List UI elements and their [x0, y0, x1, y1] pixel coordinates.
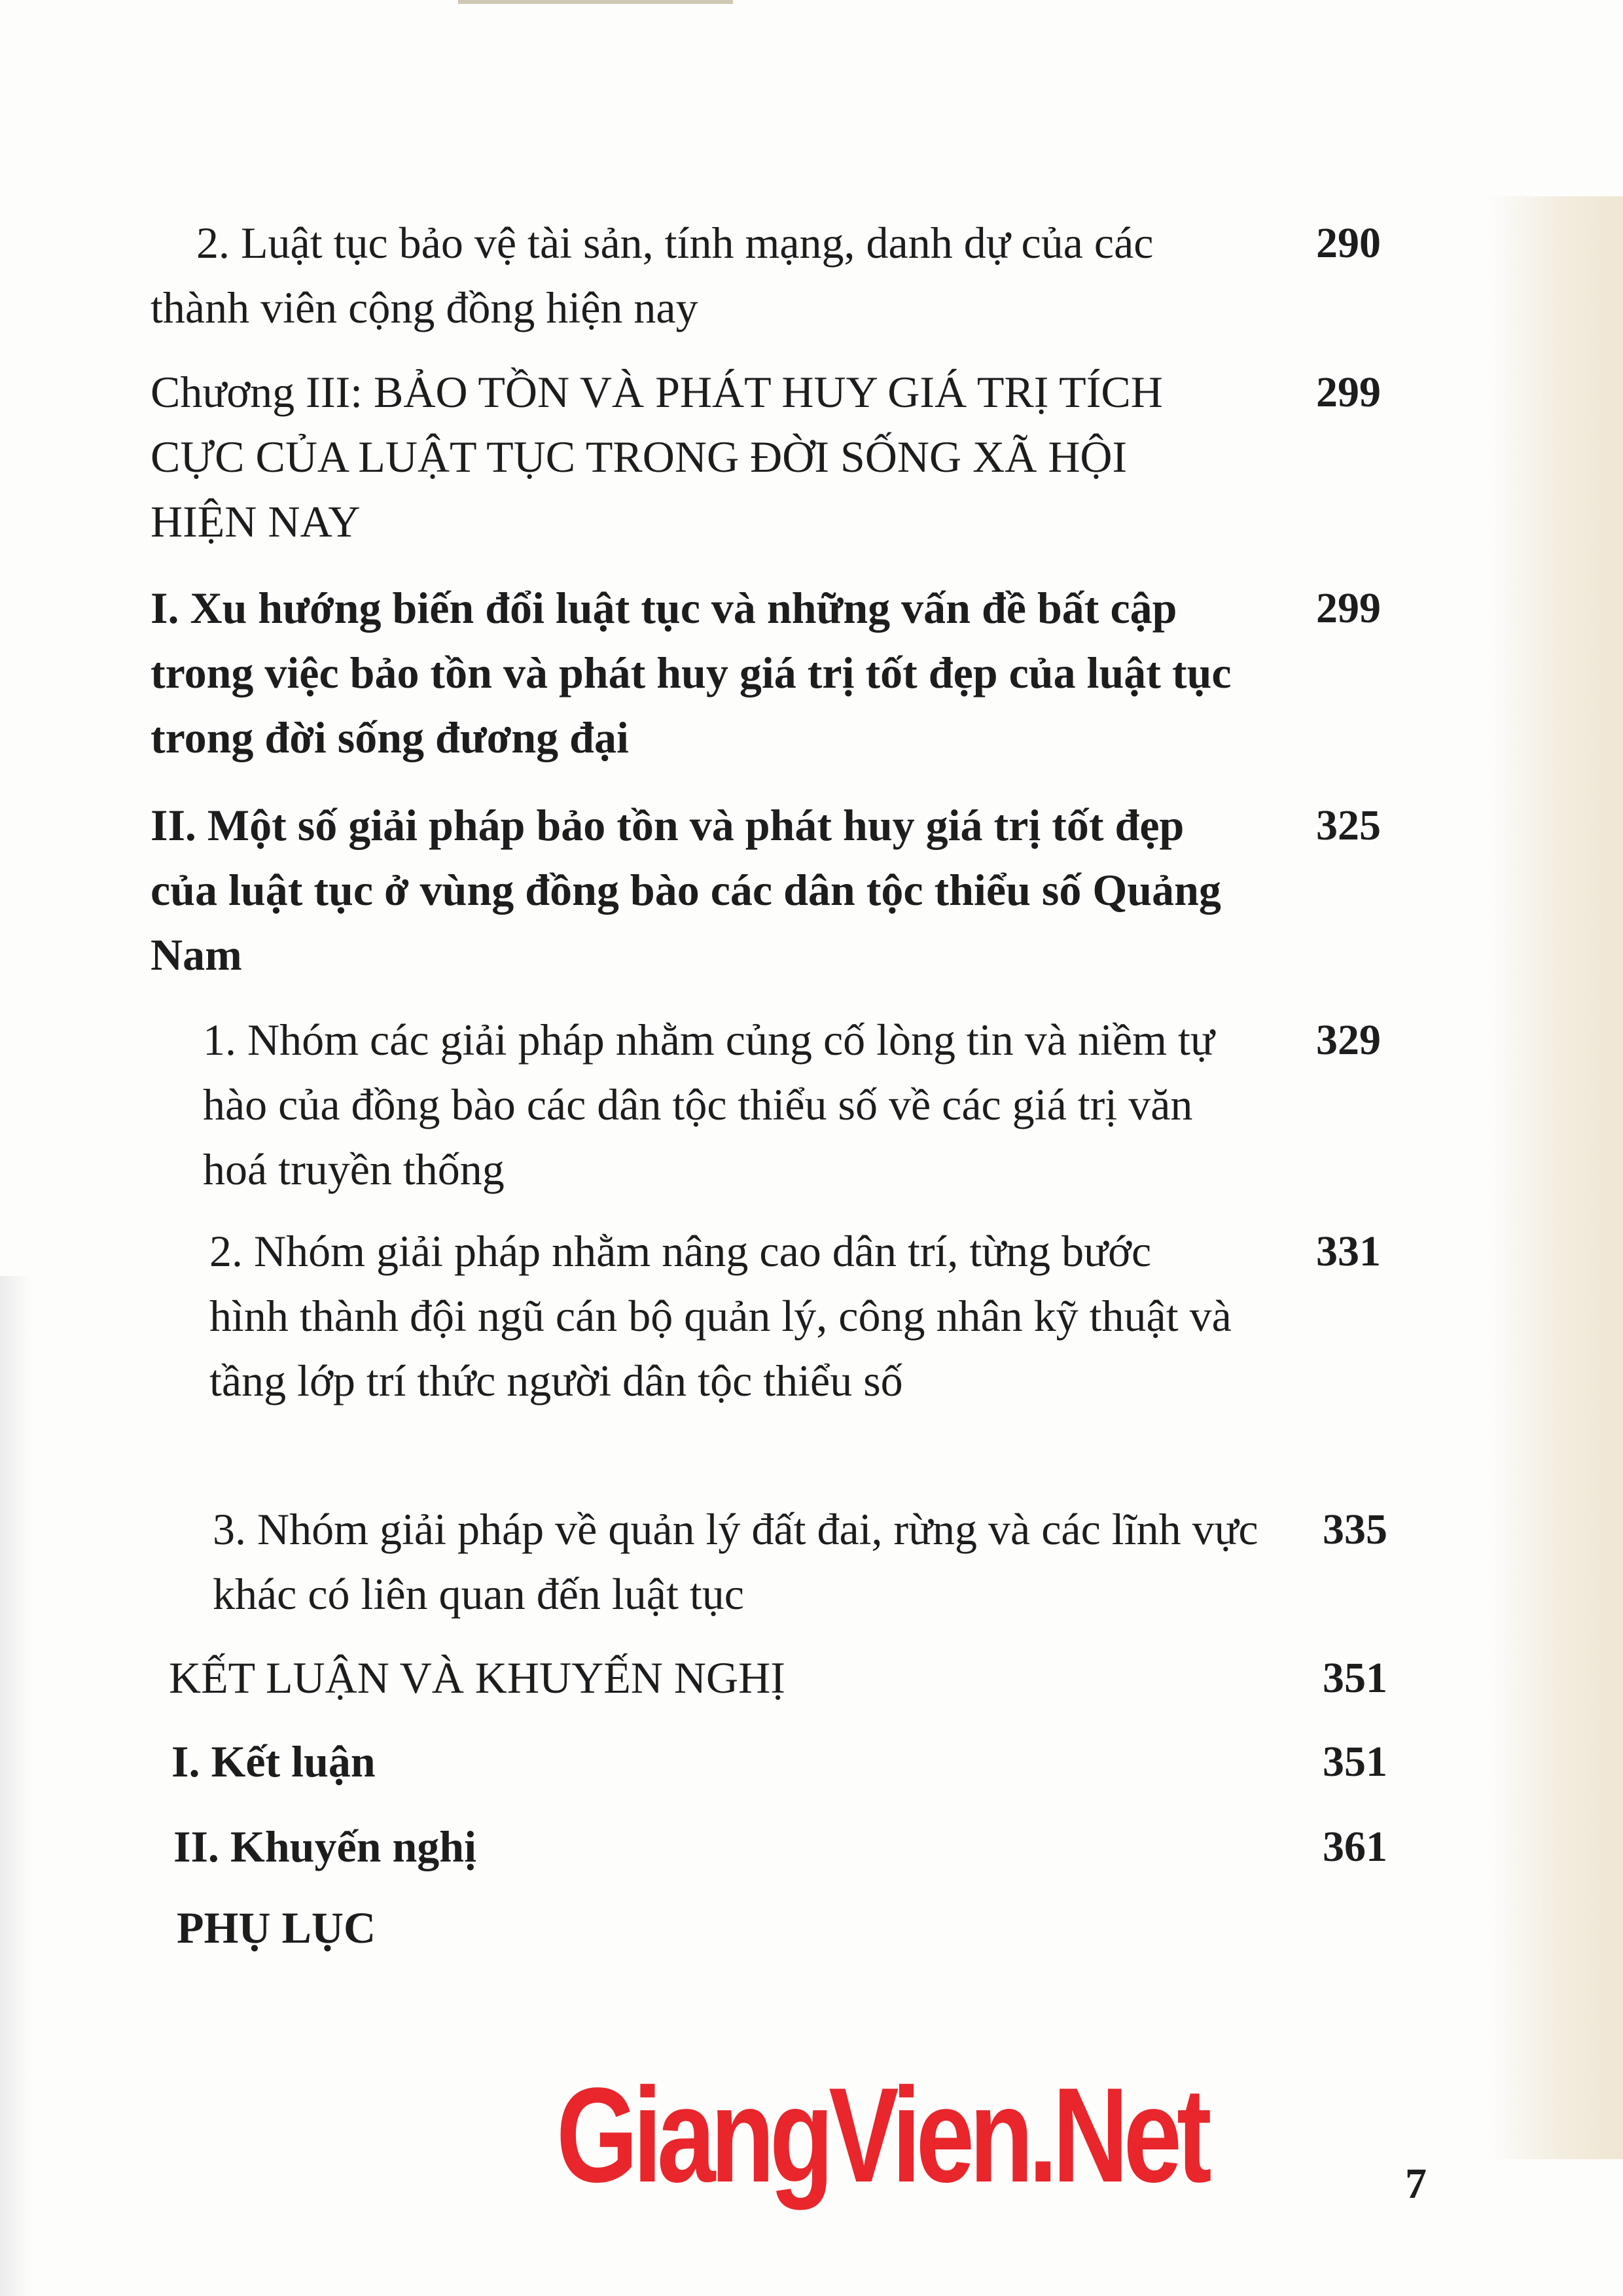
toc-entry-title: PHỤ LỤC: [177, 1903, 376, 1952]
page-number: 7: [1405, 2160, 1427, 2208]
toc-entry-page: 290: [1316, 219, 1381, 267]
toc-entry-title: II. Khuyến nghị: [173, 1822, 476, 1871]
toc-entry-page: 335: [1323, 1506, 1387, 1553]
toc-entry-page: 361: [1323, 1823, 1387, 1871]
toc-entry-page: 351: [1323, 1738, 1387, 1786]
toc-entry-title: 1. Nhóm các giải pháp nhằm củng cố lòng tin và niềm tự hào của đồng bào các dân tộc thiểu số về các giá trị văn hoá truyền thống: [203, 1015, 1215, 1194]
toc-entry-title: 2. Nhóm giải pháp nhằm nâng cao dân trí, từng bước hình thành đội ngũ cán bộ quản lý, công nhân kỹ thuật và tầng lớp trí thức người dân tộc thiểu số: [209, 1226, 1232, 1405]
toc-entry-title: KẾT LUẬN VÀ KHUYẾN NGHỊ: [169, 1653, 785, 1703]
toc-entry-page: 331: [1316, 1227, 1381, 1275]
toc-entry-page: 351: [1323, 1654, 1387, 1702]
toc-entry-title: 3. Nhóm giải pháp về quản lý đất đai, rừng và các lĩnh vực khác có liên quan đến luật tục: [213, 1504, 1258, 1619]
toc-entry-title: I. Kết luận: [171, 1737, 376, 1786]
toc-entry-page: 299: [1316, 584, 1381, 632]
toc-entry-title: I. Xu hướng biến đổi luật tục và những vấn đề bất cập trong việc bảo tồn và phát huy giá trị tốt đẹp của luật tục trong đời sống đương đại: [151, 583, 1232, 762]
toc-entry-title: II. Một số giải pháp bảo tồn và phát huy giá trị tốt đẹp của luật tục ở vùng đồng bào các dân tộc thiểu số Quảng Nam: [151, 800, 1221, 980]
toc-entry-page: 299: [1316, 368, 1381, 416]
toc-entry-page: 325: [1316, 802, 1381, 849]
watermark-text: GiangVien.Net: [556, 2060, 1207, 2210]
toc-entry-title: Chương III: BẢO TỒN VÀ PHÁT HUY GIÁ TRỊ TÍCH CỰC CỦA LUẬT TỤC TRONG ĐỜI SỐNG XÃ HỘI HIỆN NAY: [151, 367, 1163, 546]
toc-entry-title: 2. Luật tục bảo vệ tài sản, tính mạng, danh dự của các thành viên cộng đồng hiện nay: [151, 218, 1154, 332]
toc-entry-page: 329: [1316, 1016, 1381, 1064]
